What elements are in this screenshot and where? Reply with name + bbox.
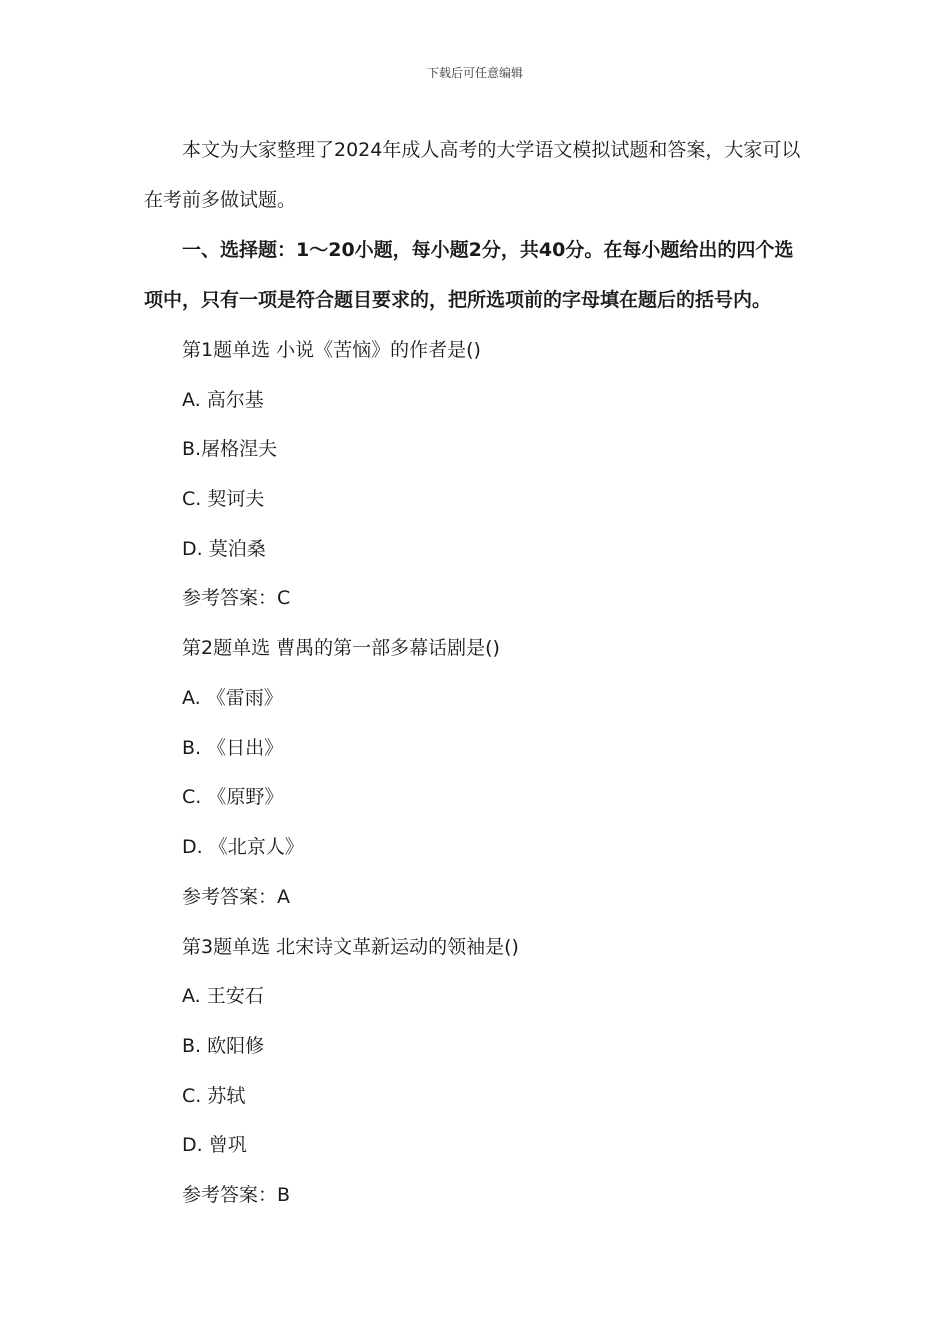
- question-2-option-a: A. 《雷雨》: [182, 687, 283, 709]
- question-1-option-b: B.屠格涅夫: [182, 438, 278, 460]
- question-1-stem: 第1题单选 小说《苦恼》的作者是(): [182, 339, 481, 361]
- question-3-option-c: C. 苏轼: [182, 1085, 246, 1107]
- question-2-option-d: D. 《北京人》: [182, 836, 304, 858]
- question-2-stem: 第2题单选 曹禺的第一部多幕话剧是(): [182, 637, 500, 659]
- section-heading: 一、选择题：1～20小题，每小题2分，共40分。在每小题给出的四个选项中，只有一项是符合题目要求的，把所选项前的字母填在题后的括号内。: [144, 239, 794, 311]
- question-2-option-b: B. 《日出》: [182, 737, 284, 759]
- question-2-answer: 参考答案：A: [182, 886, 290, 908]
- page-header-note: 下载后可任意编辑: [426, 66, 523, 80]
- question-3-option-a: A. 王安石: [182, 985, 264, 1007]
- question-3-option-b: B. 欧阳修: [182, 1035, 265, 1057]
- intro-paragraph: 本文为大家整理了2024年成人高考的大学语文模拟试题和答案，大家可以在考前多做试题。: [144, 139, 801, 211]
- question-3-option-d: D. 曾巩: [182, 1134, 247, 1156]
- question-1-option-c: C. 契诃夫: [182, 488, 265, 510]
- question-2-option-c: C. 《原野》: [182, 786, 284, 808]
- question-3-stem: 第3题单选 北宋诗文革新运动的领袖是(): [182, 936, 519, 958]
- question-1-option-d: D. 莫泊桑: [182, 538, 266, 560]
- question-3-answer: 参考答案：B: [182, 1184, 291, 1206]
- question-1-option-a: A. 高尔基: [182, 389, 264, 411]
- question-1-answer: 参考答案：C: [182, 587, 291, 609]
